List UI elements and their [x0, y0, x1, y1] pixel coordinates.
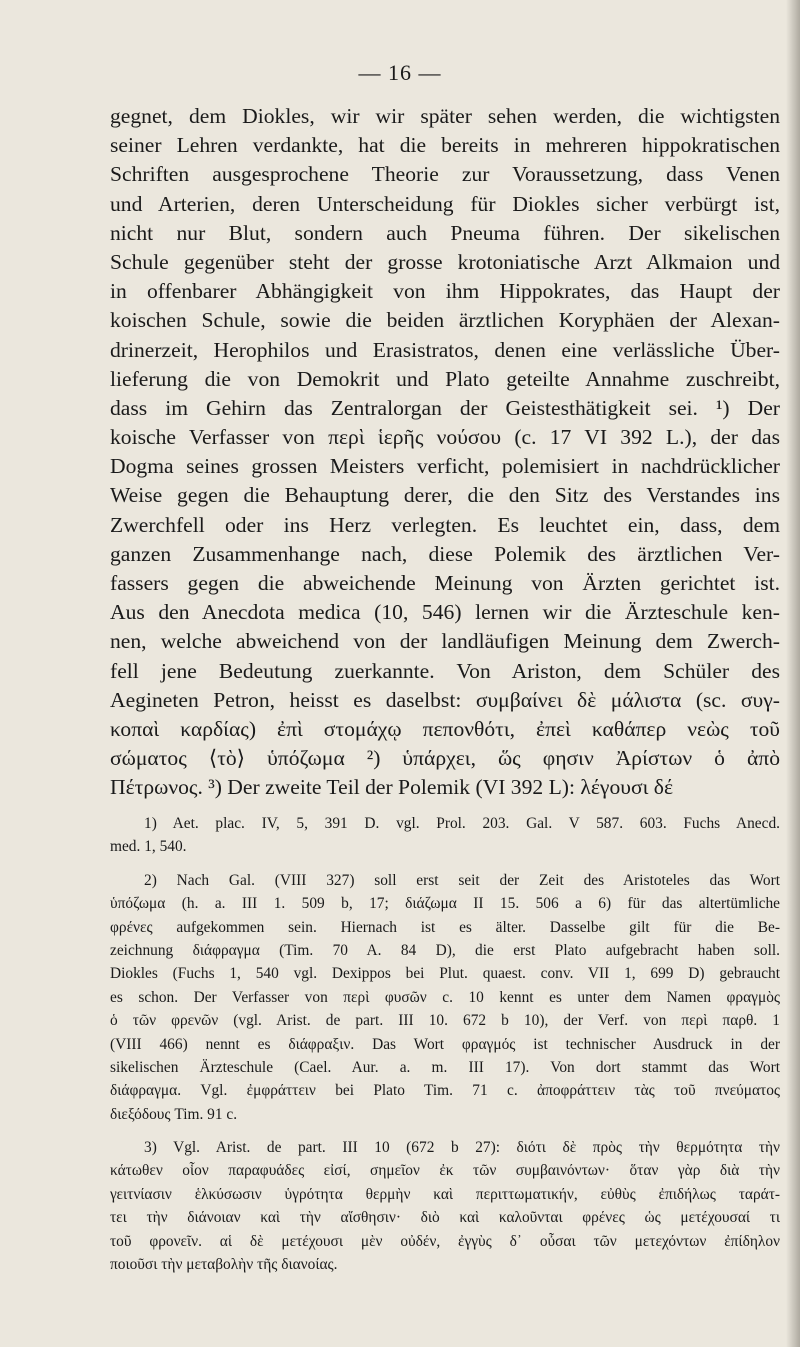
footnote-line: ποιοῦσι τὴν μεταβολὴν τῆς διανοίας. [110, 1256, 338, 1274]
text-line: Weise gegen die Behauptung derer, die den Sitz des Verstandes ins [110, 483, 780, 508]
text-line: Schule gegenüber steht der grosse krotoniatische Arzt Alkmaion und [110, 249, 780, 274]
text-line: Πέτρωνος. ³) Der zweite Teil der Polemik (VI 392 L): λέγουσι δέ [110, 775, 674, 800]
text-line: Aegineten Petron, heisst es daselbst: συμβαίνει δὲ μάλιστα (sc. συγ- [110, 687, 780, 712]
text-line: nicht nur Blut, sondern auch Pneuma führen. Der sikelischen [110, 220, 780, 245]
footnote-line: zeichnung διάφραγμα (Tim. 70 A. 84 D), die erst Plato aufgebracht haben soll. [110, 941, 780, 959]
footnote-line: ὑπόζωμα (h. a. III 1. 509 b, 17; διάζωμα II 15. 506 a 6) für das altertümliche [110, 895, 780, 913]
footnotes [110, 812, 780, 1276]
text-line: κοπαὶ καρδίας) ἐπὶ στομάχῳ πεπονθότι, ἐπεὶ καθάπερ νεὼς τοῦ [110, 716, 780, 741]
text-line: koische Verfasser von περὶ ἱερῆς νούσου (c. 17 VI 392 L.), der das [110, 425, 780, 450]
footnote-line: ὁ τῶν φρενῶν (vgl. Arist. de part. III 10. 672 b 10), der Verf. von περὶ παρθ. 1 [110, 1012, 780, 1030]
footnote-line: γειτνίασιν ἑλκύσωσιν ὑγρότητα θερμὴν καὶ περιττωματικήν, εὐθὺς ἐπιδήλως ταράτ- [110, 1185, 780, 1203]
footnote-line: 1) Aet. plac. IV, 5, 391 D. vgl. Prol. 203. Gal. V 587. 603. Fuchs Anecd. [144, 815, 780, 832]
footnote-line: es schon. Der Verfasser von περὶ φυσῶν c. 10 kennt es unter dem Namen φραγμὸς [110, 988, 780, 1006]
text-line: nen, welche abweichend von der landläufigen Meinung dem Zwerch- [110, 629, 780, 654]
text-line: Schriften ausgesprochene Theorie zur Voraussetzung, dass Venen [110, 162, 780, 187]
text-line: fassers gegen die abweichende Meinung von Ärzten gerichtet ist. [110, 571, 780, 595]
text-line: lieferung die von Demokrit und Plato geteilte Annahme zuschreibt, [110, 366, 780, 391]
footnote-line: Diokles (Fuchs 1, 540 vgl. Dexippos bei Plut. quaest. conv. VII 1, 699 D) gebraucht [110, 965, 780, 983]
text-line: Zwerchfell oder ins Herz verlegten. Es leuchtet ein, dass, dem [110, 512, 780, 537]
footnote-line: κάτωθεν οἷον παραφυάδες εἰσί, σημεῖον ἐκ τῶν συμβαινόντων· ὅταν γὰρ διὰ τὴν [110, 1162, 780, 1180]
text-line: gegnet, dem Diokles, wir wir später sehen werden, die wichtigsten [110, 104, 780, 128]
text-line: in offenbarer Abhängigkeit von ihm Hippokrates, das Haupt der [110, 279, 780, 304]
footnote-line: τει τὴν διάνοιαν καὶ τὴν αἴσθησιν· διὸ καὶ καλοῦνται φρένες ὡς μετέχουσαί τι [110, 1209, 780, 1227]
footnote [110, 812, 780, 859]
footnote-gap [110, 1126, 780, 1136]
footnote-line: (VIII 466) nennt es διάφραξιν. Das Wort φραγμός ist technischer Ausdruck in der [110, 1035, 780, 1053]
footnote-line: διάφραγμα. Vgl. ἐμφράττειν bei Plato Tim. 71 c. ἀποφράττειν τὰς τοῦ πνεύματος [110, 1082, 780, 1100]
footnote-line: 2) Nach Gal. (VIII 327) soll erst seit der Zeit des Aristoteles das Wort [144, 871, 780, 889]
text-line: ganzen Zusammenhange nach, diese Polemik des ärztlichen Ver- [110, 541, 780, 566]
text-line: Dogma seines grossen Meisters verficht, polemisiert in nachdrücklicher [110, 454, 780, 479]
text-line: Aus den Anecdota medica (10, 546) lernen wir die Ärzteschule ken- [110, 600, 780, 625]
footnote-line: φρένες aufgekommen sein. Hiernach ist es älter. Dasselbe gilt für die Be- [110, 918, 780, 936]
footnote-gap [110, 859, 780, 869]
footnote-line: 3) Vgl. Arist. de part. III 10 (672 b 27): διότι δὲ πρὸς τὴν θερμότητα τὴν [144, 1139, 780, 1157]
main-text [110, 102, 780, 803]
text-line: koischen Schule, sowie die beiden ärztlichen Koryphäen der Alexan- [110, 308, 780, 333]
footnote-line: sikelischen Ärzteschule (Cael. Aur. a. m. III 17). Von dort stammt das Wort [110, 1058, 780, 1076]
footnote [110, 1136, 780, 1276]
text-line: dass im Gehirn das Zentralorgan der Geistesthätigkeit sei. ¹) Der [110, 395, 780, 420]
footnote [110, 869, 780, 1126]
text-line: σώματος ⟨τὸ⟩ ὑπόζωμα ²) ὑπάρχει, ὥς φησιν Ἀρίστων ὁ ἀπὸ [110, 746, 780, 771]
footnote-line: med. 1, 540. [110, 838, 187, 856]
text-line: und Arterien, deren Unterscheidung für Diokles sicher verbürgt ist, [110, 191, 780, 216]
footnote-line: τοῦ φρονεῖν. αἱ δὲ μετέχουσι μὲν οὐδέν, ἐγγὺς δ᾽ οὖσαι τῶν μετεχόντων ἐπίδηλον [110, 1232, 780, 1250]
page-edge-shadow [786, 0, 800, 1347]
page-number: — 16 — [358, 60, 442, 85]
footnote-line: διεξόδους Tim. 91 c. [110, 1105, 238, 1123]
text-line: drinerzeit, Herophilos und Erasistratos, denen eine verlässliche Über- [110, 337, 780, 362]
text-line: fell jene Bedeutung zuerkannte. Von Ariston, dem Schüler des [110, 658, 780, 683]
text-line: seiner Lehren verdankte, hat die bereits in mehreren hippokratischen [110, 133, 780, 158]
